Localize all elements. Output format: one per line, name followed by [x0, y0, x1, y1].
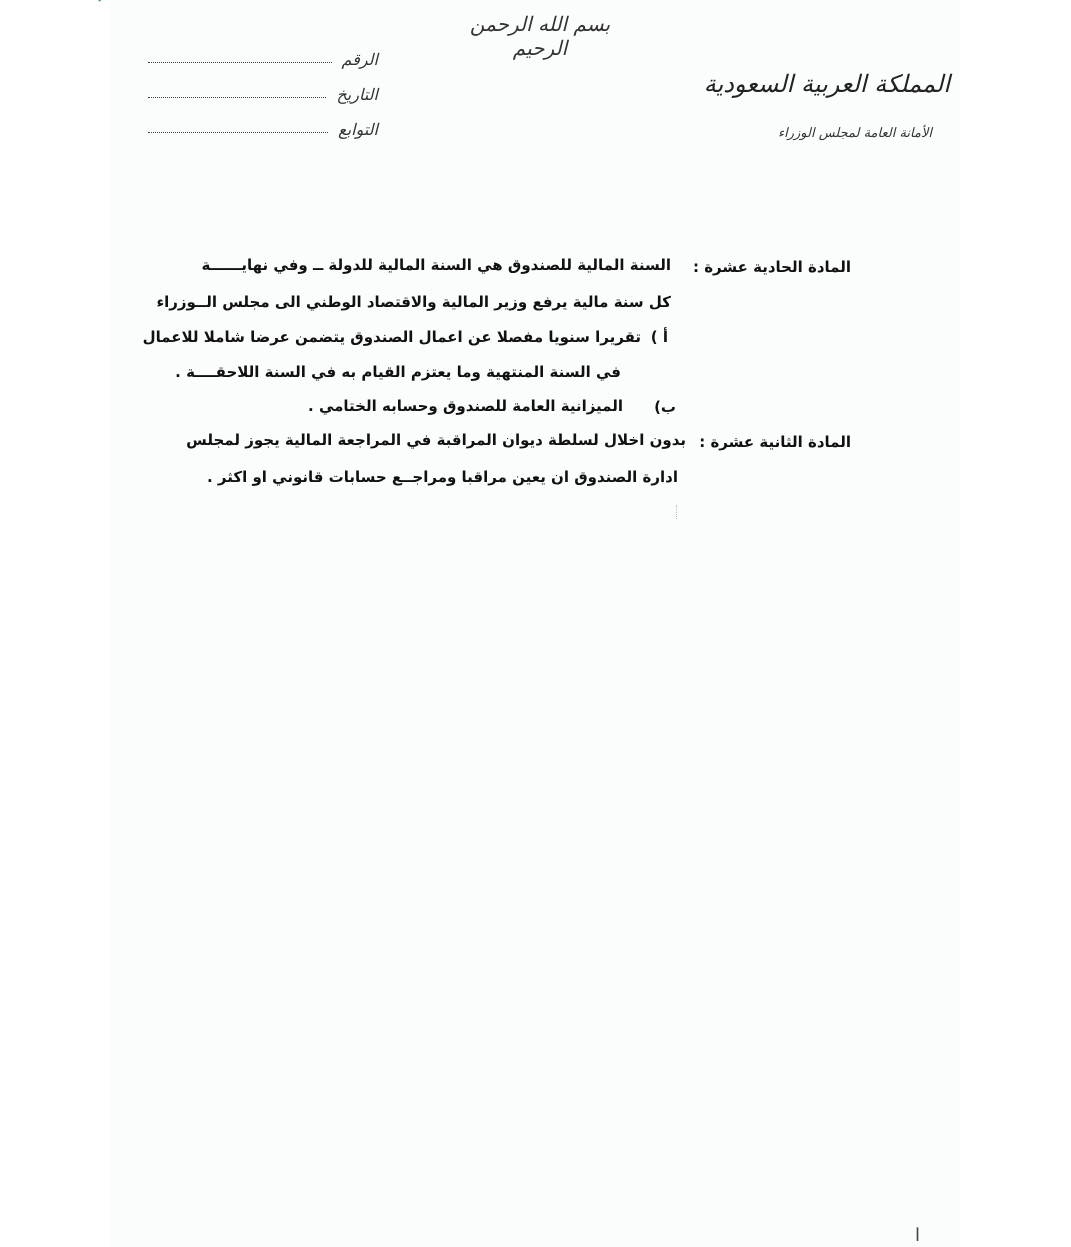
article-11-item-b-marker: ب)	[654, 398, 676, 416]
article-12-line-2: ادارة الصندوق ان يعين مراقبا ومراجــع حسابات قانوني او اكثر .	[207, 468, 678, 486]
article-12-label: المادة الثانية عشرة :	[699, 433, 851, 451]
article-12-line-1: بدون اخلال لسلطة ديوان المراقبة في المراجعة المالية يجوز لمجلس	[186, 431, 686, 449]
kingdom-letterhead: المملكة العربية السعودية	[703, 70, 950, 98]
number-label: الرقم	[341, 49, 378, 69]
attachments-field	[148, 116, 378, 142]
article-11-label: المادة الحادية عشرة :	[692, 258, 851, 276]
date-label: التاريخ	[336, 84, 378, 104]
article-11-line-2: كل سنة مالية يرفع وزير المالية والاقتصاد الوطني الى مجلس الــوزراء	[156, 293, 671, 311]
date-dotted-line	[148, 85, 326, 98]
attachments-dotted-line	[148, 120, 328, 133]
article-11-item-a-marker: أ )	[650, 328, 668, 346]
number-field	[148, 46, 378, 72]
article-11-item-b-text: الميزانية العامة للصندوق وحسابه الختامي .	[308, 397, 623, 415]
page-edge-mark: ا	[915, 1225, 921, 1246]
scan-speck	[676, 505, 680, 519]
article-11-line-1: السنة المالية للصندوق هي السنة المالية للدولة ــ وفي نهايــــــة	[201, 256, 671, 274]
date-field	[148, 81, 378, 107]
document-page	[110, 0, 960, 1247]
article-11-item-a-line-1: تقريرا سنويا مفصلا عن اعمال الصندوق يتضمن عرضا شاملا للاعمال	[142, 328, 641, 346]
number-dotted-line	[148, 50, 332, 63]
office-letterhead: الأمانة العامة لمجلس الوزراء	[778, 126, 932, 141]
basmala-heading: بسم الله الرحمن الرحيم	[469, 12, 611, 60]
attachments-label: التوابع	[338, 119, 378, 139]
article-11-item-a-line-2: في السنة المنتهية وما يعتزم القيام به في السنة اللاحقــــة .	[175, 363, 621, 381]
